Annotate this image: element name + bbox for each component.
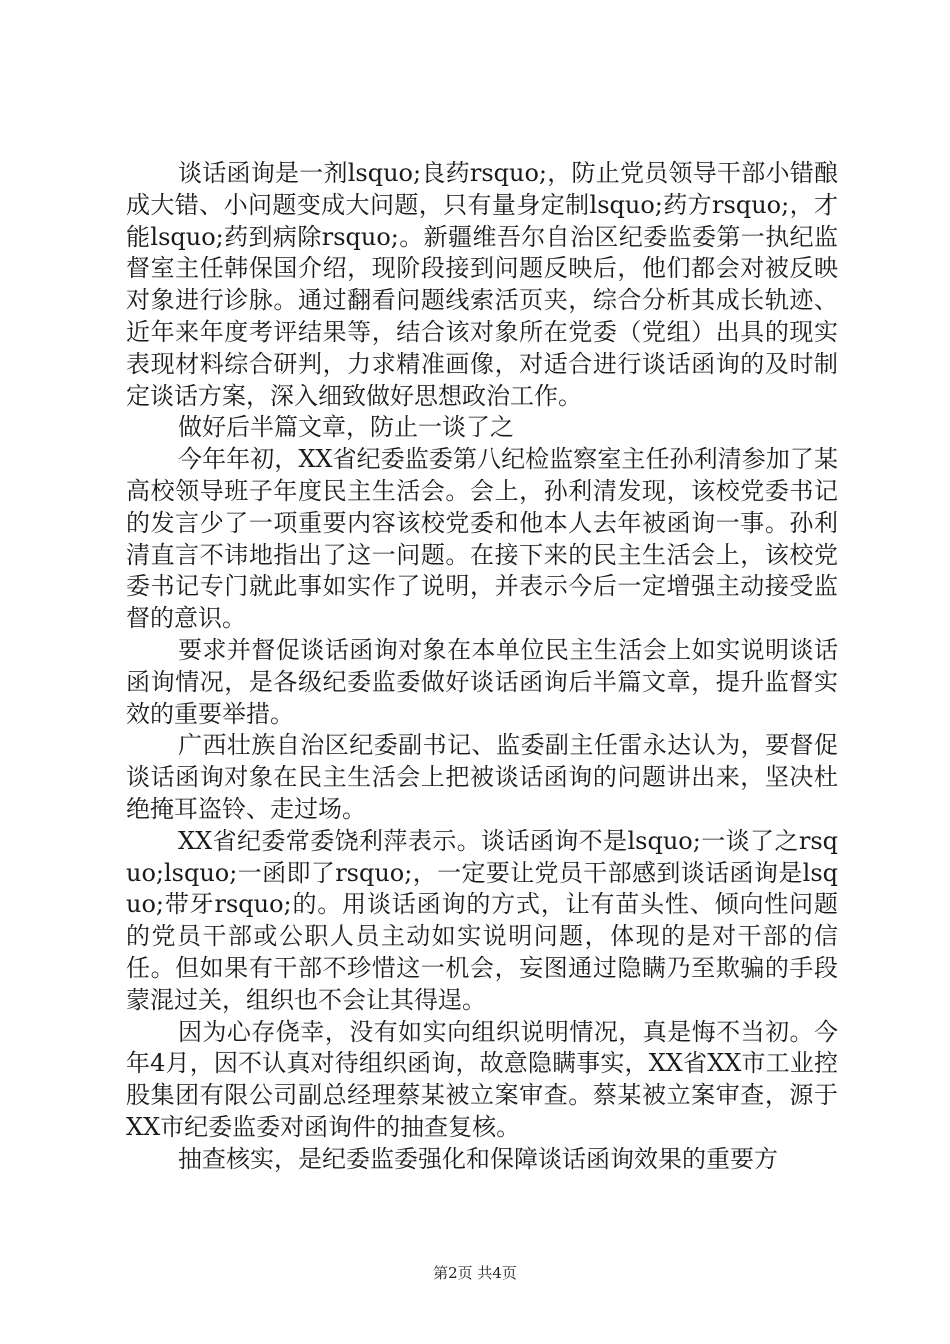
paragraph-4: 广西壮族自治区纪委副书记、监委副主任雷永达认为，要督促谈话函询对象在民主生活会上把被谈话函询的问题讲出来，坚决杜绝掩耳盗铃、走过场。 (126, 731, 838, 823)
paragraph-3: 要求并督促谈话函询对象在本单位民主生活会上如实说明谈话函询情况，是各级纪委监委做好谈话函询后半篇文章，提升监督实效的重要举措。 (126, 635, 838, 728)
page-number-footer: 第2页 共4页 (433, 1264, 517, 1282)
paragraph-6: 因为心存侥幸，没有如实向组织说明情况，真是悔不当初。今年4月，因不认真对待组织函询，故意隐瞒事实，XX省XX市工业控股集团有限公司副总经理蔡某被立案审查。蔡某被立案审查，源于XX市纪委监委对函询件的抽查复核。 (126, 1017, 838, 1141)
paragraph-2: 今年年初，XX省纪委监委第八纪检监察室主任孙利清参加了某高校领导班子年度民主生活会。会上，孙利清发现，该校党委书记的发言少了一项重要内容该校党委和他本人去年被函询一事。孙利清直言不讳地指出了这一问题。在接下来的民主生活会上，该校党委书记专门就此事如实作了说明，并表示今后一定增强主动接受监督的意识。 (126, 445, 838, 633)
section-heading: 做好后半篇文章，防止一谈了之 (178, 413, 514, 442)
paragraph-5: XX省纪委常委饶利萍表示。谈话函询不是lsquo;一谈了之rsquo;lsquo;一函即了rsquo;，一定要让党员干部感到谈话函询是lsquo;带牙rsquo;的。用谈话函询的方式，让有苗头性、倾向性问题的党员干部或公职人员主动如实说明问题，体现的是对干部的信任。但如果有干部不珍惜这一机会，妄图通过隐瞒乃至欺骗的手段蒙混过关，组织也不会让其得逞。 (126, 826, 838, 1014)
paragraph-1: 谈话函询是一剂lsquo;良药rsquo;，防止党员领导干部小错酿成大错、小问题变成大问题，只有量身定制lsquo;药方rsquo;，才能lsquo;药到病除rsquo;。新疆维吾尔自治区纪委监委第一执纪监督室主任韩保国介绍，现阶段接到问题反映后，他们都会对被反映对象进行诊脉。通过翻看问题线索活页夹，综合分析其成长轨迹、近年来年度考评结果等，结合该对象所在党委（党组）出具的现实表现材料综合研判，力求精准画像，对适合进行谈话函询的及时制定谈话方案，深入细致做好思想政治工作。 (126, 159, 838, 410)
document-body (126, 158, 838, 1176)
paragraph-7: 抽查核实，是纪委监委强化和保障谈话函询效果的重要方 (178, 1144, 778, 1173)
